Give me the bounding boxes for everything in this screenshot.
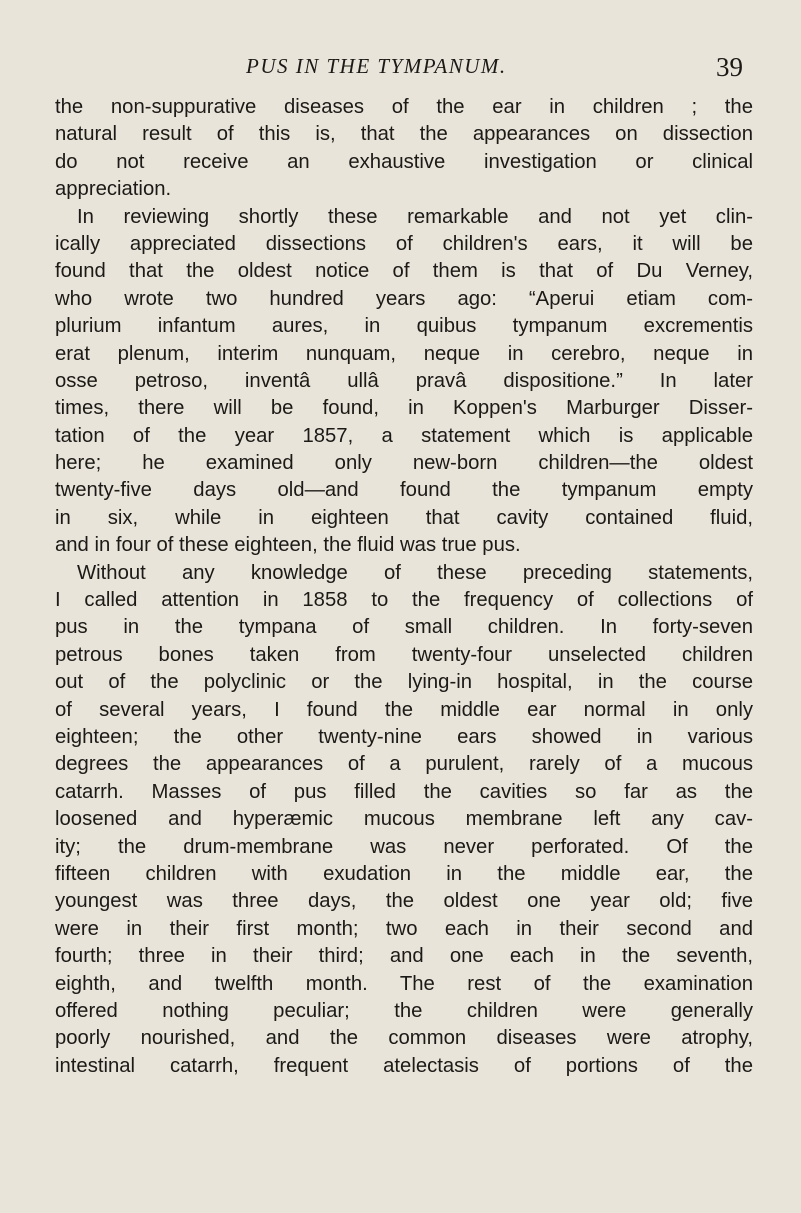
text-line: ically appreciated dissections of children's ears, it will be [55, 232, 753, 255]
text-line: tation of the year 1857, a statement which is applicable [55, 424, 753, 447]
text-line: eighteen; the other twenty-nine ears showed in various [55, 725, 753, 748]
text-line: youngest was three days, the oldest one year old; five [55, 890, 753, 913]
page-header [0, 52, 801, 92]
text-line: ity; the drum-membrane was never perforated. Of the [55, 835, 753, 858]
text-line: times, there will be found, in Koppen's Marburger Disser- [55, 397, 753, 420]
text-line: offered nothing peculiar; the children were generally [55, 999, 753, 1022]
text-line: loosened and hyperæmic mucous membrane left any cav- [55, 808, 753, 831]
text-line: natural result of this is, that the appearances on dissection [55, 123, 753, 146]
text-line: twenty-five days old—and found the tympanum empty [55, 479, 753, 502]
text-line: catarrh. Masses of pus filled the cavities so far as the [55, 780, 753, 803]
text-line: intestinal catarrh, frequent atelectasis of portions of the [55, 1054, 753, 1077]
text-line: osse petroso, inventâ ullâ pravâ dispositione.” In later [55, 369, 753, 392]
text-line: In reviewing shortly these remarkable and not yet clin- [77, 205, 753, 228]
text-line: found that the oldest notice of them is that of Du Verney, [55, 260, 753, 283]
text-line: poorly nourished, and the common diseases were atrophy, [55, 1027, 753, 1050]
text-line: who wrote two hundred years ago: “Aperui etiam com- [55, 287, 753, 310]
text-line: fifteen children with exudation in the middle ear, the [55, 862, 753, 885]
text-line: Without any knowledge of these preceding statements, [77, 561, 753, 584]
text-line: the non-suppurative diseases of the ear in children ; the [55, 96, 753, 118]
text-line: appreciation. [55, 178, 172, 201]
text-line: do not receive an exhaustive investigation or clinical [55, 150, 753, 173]
text-line: eighth, and twelfth month. The rest of the examination [55, 972, 753, 995]
text-line: fourth; three in their third; and one each in the seventh, [55, 945, 753, 968]
text-line: out of the polyclinic or the lying-in hospital, in the course [55, 671, 753, 694]
text-line: plurium infantum aures, in quibus tympanum excrementis [55, 315, 753, 338]
text-line: I called attention in 1858 to the frequency of collections of [55, 589, 753, 612]
text-line: petrous bones taken from twenty-four unselected children [55, 643, 753, 666]
text-line: and in four of these eighteen, the fluid was true pus. [55, 534, 521, 557]
text-line: of several years, I found the middle ear normal in only [55, 698, 753, 721]
text-line: erat plenum, interim nunquam, neque in cerebro, neque in [55, 342, 753, 365]
running-title: PUS IN THE TYMPANUM. [246, 54, 507, 78]
text-line: were in their first month; two each in their second and [55, 917, 753, 940]
text-line: here; he examined only new-born children—the oldest [55, 452, 753, 475]
text-line: pus in the tympana of small children. In forty-seven [55, 616, 753, 639]
text-line: degrees the appearances of a purulent, rarely of a mucous [55, 753, 753, 776]
body-text [55, 94, 753, 1080]
page-number: 39 [716, 52, 743, 82]
text-line: in six, while in eighteen that cavity contained fluid, [55, 506, 753, 529]
